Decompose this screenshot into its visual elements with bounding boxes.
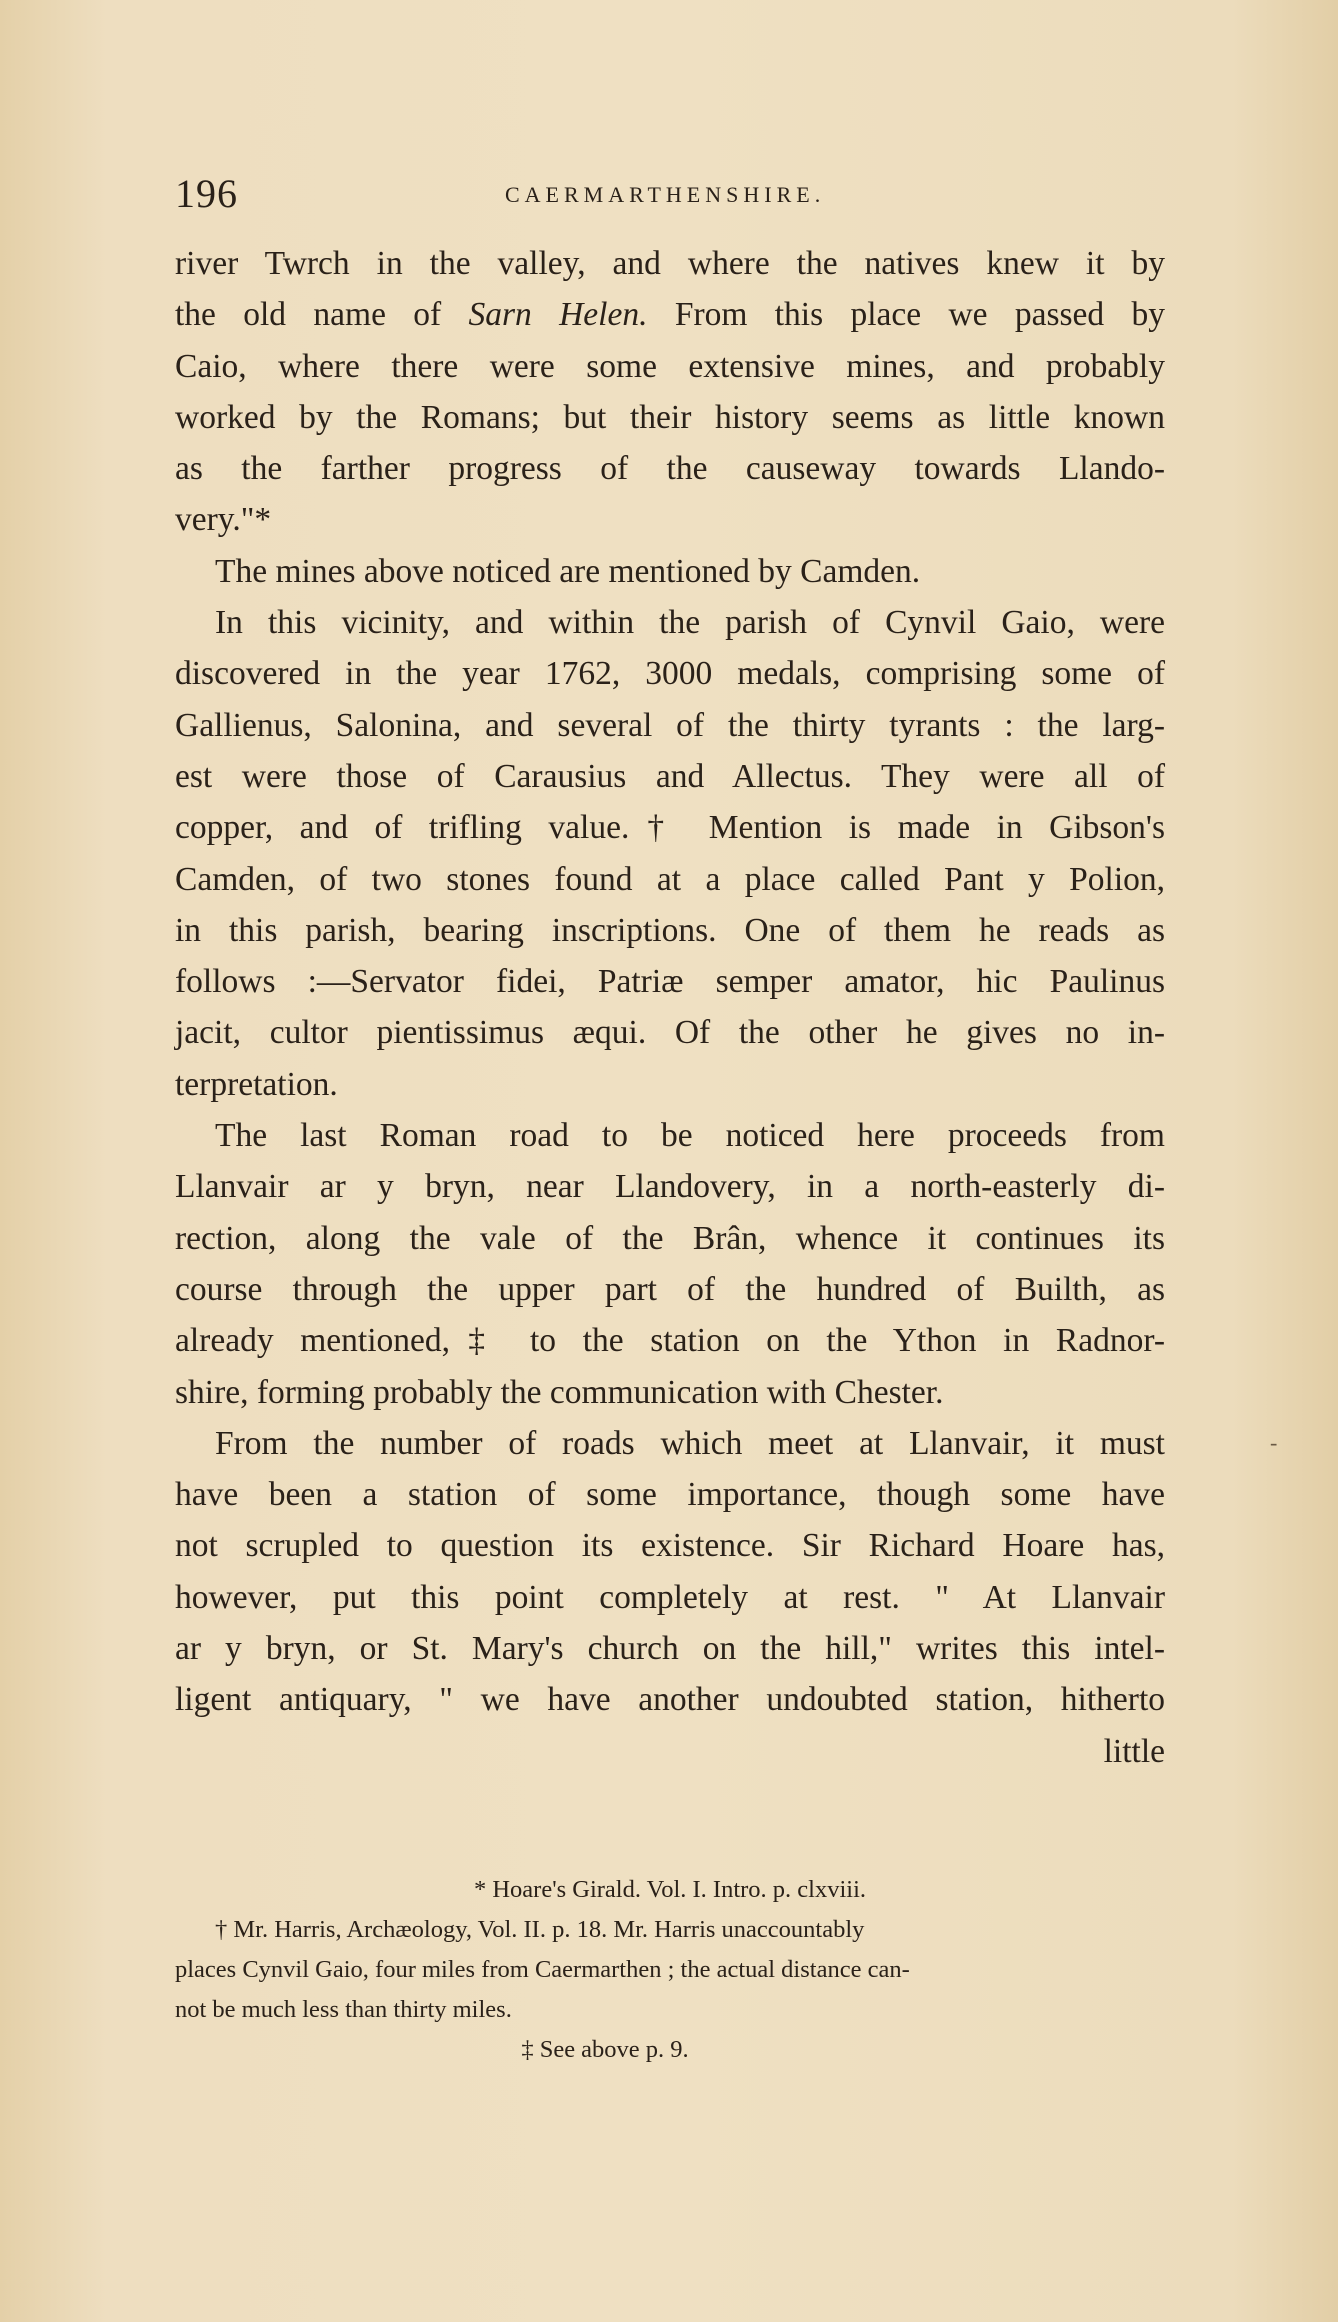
text-segment: From this place we passed by [647, 296, 1165, 334]
text-line [175, 289, 1165, 340]
text-line: not scrupled to question its existence. Sir Richard Hoare has, [175, 1527, 1165, 1565]
footnote-1: * Hoare's Girald. Vol. I. Intro. p. clxviii. [473, 1876, 867, 1903]
text-line: From the number of roads which meet at Llanvair, it must [215, 1424, 1165, 1462]
text-line: course through the upper part of the hundred of Builth, as [175, 1270, 1165, 1308]
text-line: ligent antiquary, " we have another undoubted station, hitherto [175, 1681, 1165, 1719]
text-line: however, put this point completely at rest. " At Llanvair [175, 1578, 1165, 1616]
text-line: Llanvair ar y bryn, near Llandovery, in a north-easterly di- [175, 1168, 1165, 1206]
text-line: est were those of Carausius and Allectus. They were all of [175, 757, 1165, 795]
text-line: jacit, cultor pientissimus æqui. Of the other he gives no in- [175, 1014, 1165, 1052]
text-line: shire, forming probably the communication with Chester. [175, 1373, 944, 1411]
footnote-2-cont: not be much less than thirty miles. [175, 1996, 512, 2023]
text-line: Gallienus, Salonina, and several of the thirty tyrants : the larg- [175, 706, 1165, 744]
paragraph-2 [175, 546, 1165, 597]
footnote-2: † Mr. Harris, Archæology, Vol. II. p. 18. Mr. Harris unaccountably [215, 1916, 865, 1943]
text-segment: the old name of [175, 296, 469, 334]
paragraph-5 [175, 1418, 1165, 1777]
text-line: already mentioned,‡ to the station on the Ython in Radnor- [175, 1322, 1165, 1360]
text-line: have been a station of some importance, though some have [175, 1476, 1165, 1514]
text-line: In this vicinity, and within the parish of Cynvil Gaio, were [215, 604, 1165, 642]
catchword: little [1103, 1732, 1165, 1770]
footnotes [175, 1870, 1165, 2070]
text-line: in this parish, bearing inscriptions. One of them he reads as [175, 911, 1165, 949]
margin-mark: - [1270, 1430, 1278, 1455]
page-number: 196 [175, 171, 238, 216]
text-line: terpretation. [175, 1065, 338, 1103]
text-line: discovered in the year 1762, 3000 medals, comprising some of [175, 655, 1165, 693]
text-line: river Twrch in the valley, and where the natives knew it by [175, 245, 1165, 282]
text-line: The last Roman road to be noticed here proceeds from [215, 1117, 1165, 1155]
text-line: rection, along the vale of the Brân, whence it continues its [175, 1219, 1165, 1257]
text-line: as the farther progress of the causeway towards Llando- [175, 450, 1165, 488]
text-line: very."* [175, 501, 272, 539]
text-line: ar y bryn, or St. Mary's church on the hill," writes this intel- [175, 1630, 1165, 1668]
paragraph-4 [175, 1110, 1165, 1418]
page-header [175, 170, 935, 220]
text-line: worked by the Romans; but their history seems as little known [175, 398, 1165, 436]
footnote-3: ‡ See above p. 9. [521, 2036, 689, 2063]
text-line: Camden, of two stones found at a place called Pant y Polion, [175, 860, 1165, 898]
footnote-2-cont: places Cynvil Gaio, four miles from Caermarthen ; the actual distance can- [175, 1956, 910, 1983]
text-line: copper, and of trifling value.† Mention is made in Gibson's [175, 809, 1165, 847]
paragraph-1 [175, 238, 1165, 546]
running-head: CAERMARTHENSHIRE. [505, 182, 826, 207]
text-line: The mines above noticed are mentioned by Camden. [215, 552, 921, 590]
paragraph-3 [175, 597, 1165, 1110]
text-line: Caio, where there were some extensive mines, and probably [175, 347, 1165, 385]
place-name-italic: Sarn Helen. [468, 296, 648, 334]
text-line: follows :—Servator fidei, Patriæ semper amator, hic Paulinus [175, 963, 1165, 1001]
body-text [175, 238, 1165, 1777]
